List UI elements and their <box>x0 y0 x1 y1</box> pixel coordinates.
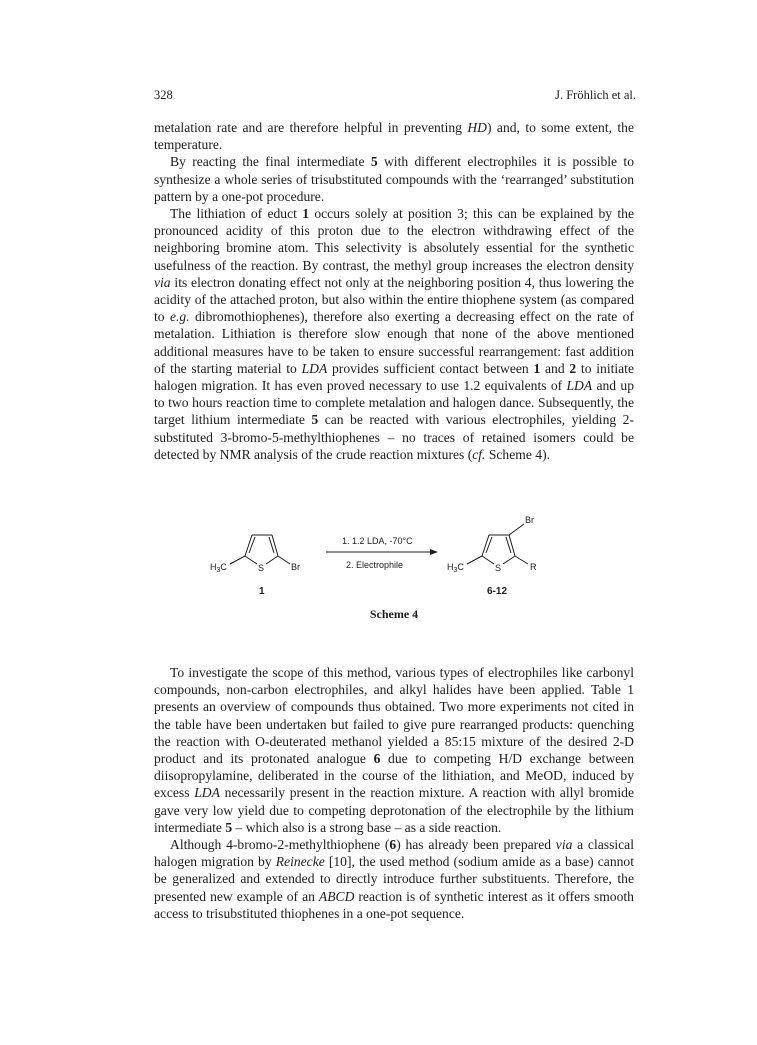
compound-ref: 2 <box>569 360 577 376</box>
text-run: – which also is a strong base – as a side reaction. <box>232 819 502 835</box>
double-bond <box>249 537 255 553</box>
text-run: Scheme 4). <box>485 446 550 462</box>
text-run: and up to two hours reaction time to complete metalation and halogen dance. Subsequently, the target lithium intermediate <box>154 378 634 428</box>
methyl-label: $H_3C$ <box>210 562 227 574</box>
running-authors: J. Fröhlich et al. <box>555 88 636 102</box>
compound-ref: 6 <box>389 837 397 853</box>
sulfur-label: S <box>258 563 265 573</box>
sulfur-label: S <box>495 563 502 573</box>
paragraph-2 <box>154 153 634 205</box>
compound-range: 6-12 <box>487 586 508 597</box>
bond <box>245 556 257 564</box>
bond <box>503 556 515 564</box>
text-run: a classical halogen migration by <box>154 837 634 870</box>
reagent-step-2: 2. Electrophile <box>346 560 404 570</box>
body-text-lower <box>154 664 634 922</box>
bond <box>509 535 515 556</box>
bromine-label: Br <box>525 515 534 525</box>
text-run: ) has already been prepared <box>396 837 556 853</box>
bond <box>230 556 245 564</box>
text-run-italic: cf. <box>472 446 486 462</box>
reagent-step-1: 1. 1.2 LDA, -70°C <box>342 536 413 546</box>
text-run: due to competing H/D exchange between diisopropylamine, deliberated in the course of the lithiation, and MeOD, induced by excess <box>154 751 634 801</box>
running-header <box>154 88 636 108</box>
compound-ref: 6 <box>373 751 381 767</box>
text-run-italic: LDA <box>194 785 220 801</box>
bond <box>245 535 252 556</box>
text-run: to initiate halogen migration. It has even proved necessary to use 1.2 equivalents of <box>154 360 634 394</box>
text-run: its electron donating effect not only at the neighboring position 4, thus lowering the acidity of the attached proton, but also within the entire thiophene system (as compared to <box>154 274 634 325</box>
compound-ref: 1 <box>533 360 541 376</box>
bond <box>515 556 528 564</box>
arrow-head <box>430 549 438 555</box>
text-run: The lithiation of educt <box>170 206 303 222</box>
text-run: and <box>540 360 570 376</box>
text-run: Although 4-bromo-2-methylthiophene ( <box>170 837 390 853</box>
double-bond <box>486 537 492 553</box>
text-run: necessarily present in the reaction mixture. A reaction with allyl bromide gave very low yield due to competing deprotonation of the electrophile by the lithium intermediate <box>154 785 634 835</box>
compound-number: 1 <box>259 586 265 597</box>
text-run-italic: via <box>555 837 573 853</box>
text-run: occurs solely at position 3; this can be explained by the pronounced acidity of this proton due to the electron withdrawing effect of the neighboring bromine atom. This selectivity is absolutely essential for the synthetic usefulness of the reaction. By contrast, the methyl group increases the electron density <box>154 206 634 273</box>
bond <box>272 535 278 556</box>
paragraph-3 <box>154 205 634 463</box>
body-text-upper <box>154 119 634 463</box>
bond <box>482 556 494 564</box>
bromine-label: Br <box>291 562 300 572</box>
paragraph-5 <box>154 836 634 922</box>
bond <box>278 556 290 564</box>
text-run-italic: e.g. <box>169 309 190 325</box>
text-run: [10], the used method (sodium amide as a base) cannot be generalized and extended to directly introduce further substituents. Therefore, the presented new example of an <box>154 854 634 904</box>
substituent-r-label: R <box>530 562 537 572</box>
text-run: provides sufficient contact between <box>327 360 534 376</box>
text-run: By reacting the final intermediate <box>170 154 371 170</box>
thiophene-1-structure <box>230 535 290 564</box>
text-run-italic: ABCD <box>318 888 355 904</box>
text-run-italic: HD <box>467 120 487 135</box>
text-run: dibromothiophenes), therefore also exerting a decreasing effect on the rate of metalation. Lithiation is therefore slow enough that none of the above mentioned additional measures have to be taken to ensure successful rearrangement: fast addition of the starting material to <box>154 309 634 376</box>
compound-ref: 1 <box>302 206 310 222</box>
scheme-drawing <box>154 508 634 608</box>
text-run: To investigate the scope of this method, various types of electrophiles like carbonyl compounds, non-carbon electrophiles, and alkyl halides have been applied. Table 1 presents an overview of compounds thus obtained. Two more experiments not cited in the table have been undertaken but failed to give pure rearranged products: quenching the reaction with O-deuterated methanol yielded a 85:15 mixture of the desired 2-D product and its protonated analogue <box>154 665 634 767</box>
text-run-italic: LDA <box>566 378 593 394</box>
paragraph-1 <box>154 119 634 153</box>
text-run: with different electrophiles it is possible to synthesize a whole series of trisubstituted compounds with the ‘rearranged’ substitution pattern by a one-pot procedure. <box>154 154 634 204</box>
bond <box>266 556 278 564</box>
text-run: reaction is of synthetic interest as it offers smooth access to trisubstituted thiophenes in a one-pot sequence. <box>154 888 634 921</box>
scheme-caption: Scheme 4 <box>369 607 419 621</box>
paragraph-4 <box>154 664 634 836</box>
methyl-label: $H_3C$ <box>447 562 464 574</box>
text-run: metalation rate and are therefore helpful in preventing <box>154 120 468 135</box>
bond <box>482 535 489 556</box>
page-number: 328 <box>154 88 173 102</box>
bond <box>467 556 482 564</box>
compound-ref: 5 <box>370 154 378 170</box>
text-run-italic: LDA <box>301 360 328 376</box>
text-run: can be reacted with various electrophiles, yielding 2-substituted 3-bromo-5-methylthiophenes – no traces of retained isomers could be detected by NMR analysis of the crude reaction mixtures ( <box>154 412 635 462</box>
compound-ref: 5 <box>311 412 319 428</box>
text-run-italic: via <box>154 274 171 290</box>
text-run: ) and, to some extent, the temperature. <box>154 120 634 153</box>
bond <box>509 524 524 535</box>
thiophene-product-structure <box>467 524 528 564</box>
compound-ref: 5 <box>225 819 233 835</box>
author-name: Reinecke <box>275 854 325 870</box>
